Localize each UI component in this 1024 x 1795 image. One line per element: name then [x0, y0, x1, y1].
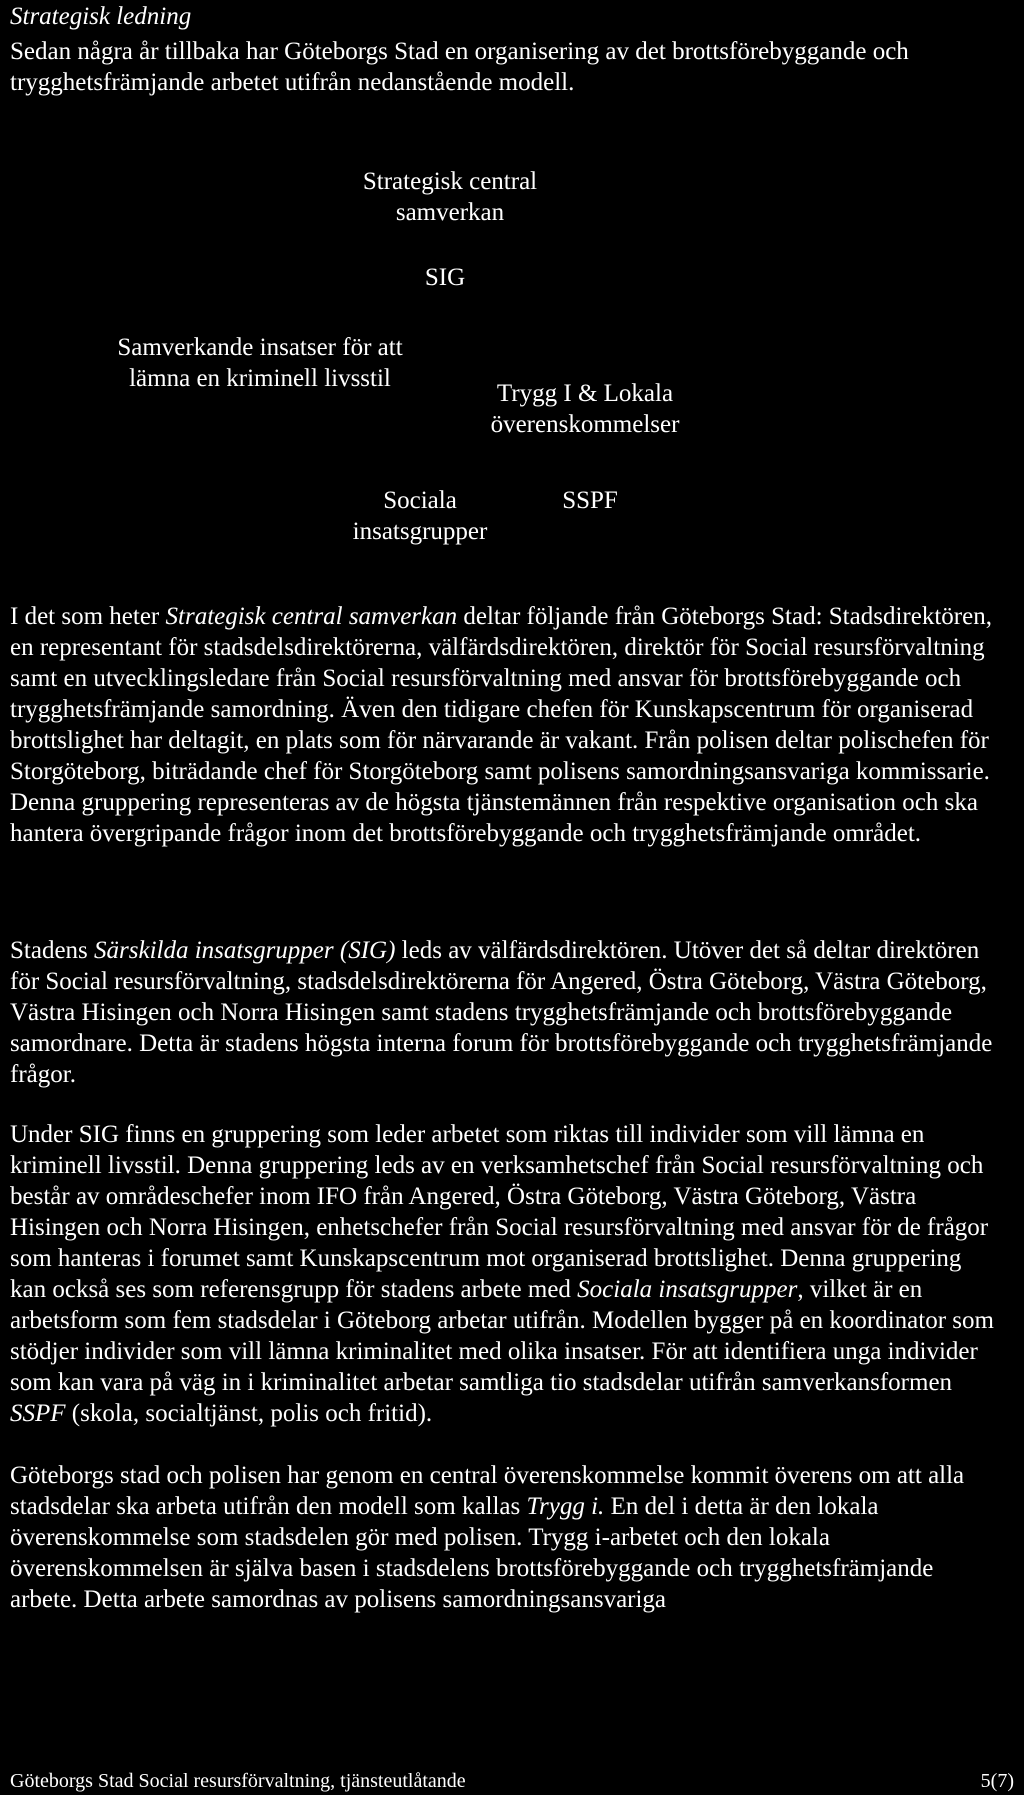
diagram-label-strategisk-central-samverkan: Strategisk central samverkan: [362, 168, 538, 226]
text-run: I det som heter: [10, 603, 166, 630]
text-run: (skola, socialtjänst, polis och fritid).: [65, 1400, 433, 1427]
footer-page-number: 5(7): [980, 1770, 1014, 1792]
text-run: , vilket är en arbetsform som fem stadsdelar i Göteborg arbetar utifrån. Modellen bygger på en koordinator som stödjer individer som vill lämna kriminalitet med olika insatser. För att identifiera unga individer som kan vara på väg in i kriminalitet arbetar samtliga tio stadsdelar utifrån samverkansformen: [10, 1276, 994, 1396]
section-heading: Strategisk ledning: [10, 3, 192, 30]
paragraph-strategisk-central-samverkan: [10, 601, 1000, 849]
footer-document-title: Göteborgs Stad Social resursförvaltning, tjänsteutlåtande: [10, 1770, 466, 1792]
intro-paragraph: Sedan några år tillbaka har Göteborgs Stad en organisering av det brottsförebyggande och trygghetsfrämjande arbetet utifrån nedanstående modell.: [10, 38, 909, 96]
diagram-label-samverkande-insatser: Samverkande insatser för att lämna en kriminell livsstil: [117, 334, 403, 392]
diagram-label-sociala-insatsgrupper: Sociala insatsgrupper: [352, 487, 488, 545]
paragraph-trygg-i: [10, 1460, 1000, 1615]
text-run: leds av välfärdsdirektören. Utöver det så deltar direktören för Social resursförvaltning, stadsdelsdirektörerna för Angered, Östra Göteborg, Västra Göteborg, Västra Hisingen och Norra Hisingen samt stadens trygghetsfrämjande och brottsförebyggande samordnare. Detta är stadens högsta interna forum för brottsförebyggande och trygghetsfrämjande frågor.: [10, 937, 993, 1088]
emphasis-term: Sociala insatsgrupper: [577, 1276, 798, 1303]
diagram-label-trygg-i-lokala: Trygg I & Lokala överenskommelser: [490, 380, 680, 438]
text-run: deltar följande från Göteborgs Stad: Stadsdirektören, en representant för stadsdelsdirektörerna, välfärdsdirektören, direktör för Social resursförvaltning samt en utvecklingsledare från Social resursförvaltning med ansvar för brottsförebyggande och trygghetsfrämjande samordning. Även den tidigare chefen för Kunskapscentrum för organiserad brottslighet har deltagit, en plats som för närvarande är vakant. Från polisen deltar polischefen för Storgöteborg, biträdande chef för Storgöteborg samt polisens samordningsansvariga kommissarie. Denna gruppering representeras av de högsta tjänstemännen från respektive organisation och ska hantera övergripande frågor inom det brottsförebyggande och trygghetsfrämjande området.: [10, 603, 992, 847]
paragraph-sig: [10, 935, 1000, 1090]
diagram-label-sig: SIG: [424, 264, 466, 291]
text-run: Stadens: [10, 937, 95, 964]
emphasis-term: Trygg i.: [526, 1493, 605, 1520]
text-run: Under SIG finns en gruppering som leder arbetet som riktas till individer som vill lämna en kriminell livsstil. Denna gruppering leds av en verksamhetschef från Social resursförvaltning och består av områdeschefer inom IFO från Angered, Östra Göteborg, Västra Göteborg, Västra Hisingen och Norra Hisingen, enhetschefer från Social resursförvaltning med ansvar för de frågor som hanteras i forumet samt Kunskapscentrum mot organiserad brottslighet. Denna gruppering kan också ses som referensgrupp för stadens arbete med: [10, 1121, 989, 1303]
emphasis-term: Strategisk central samverkan: [165, 603, 458, 630]
text-run: Göteborgs stad och polisen har genom en central överenskommelse kommit överens om att alla stadsdelar ska arbeta utifrån den modell som kallas: [10, 1462, 965, 1520]
emphasis-term: Särskilda insatsgrupper (SIG): [94, 937, 396, 964]
diagram-label-sspf: SSPF: [562, 487, 618, 514]
text-run: En del i detta är den lokala överenskommelse som stadsdelen gör med polisen. Trygg i-arbetet och den lokala överenskommelsen är själva basen i stadsdelens brottsförebyggande och trygghetsfrämjande arbete. Detta arbete samordnas av polisens samordningsansvariga: [10, 1493, 934, 1613]
paragraph-kriminell-livsstil: [10, 1119, 1000, 1429]
organisation-model-diagram: [0, 160, 1024, 560]
emphasis-term: SSPF: [10, 1400, 66, 1427]
